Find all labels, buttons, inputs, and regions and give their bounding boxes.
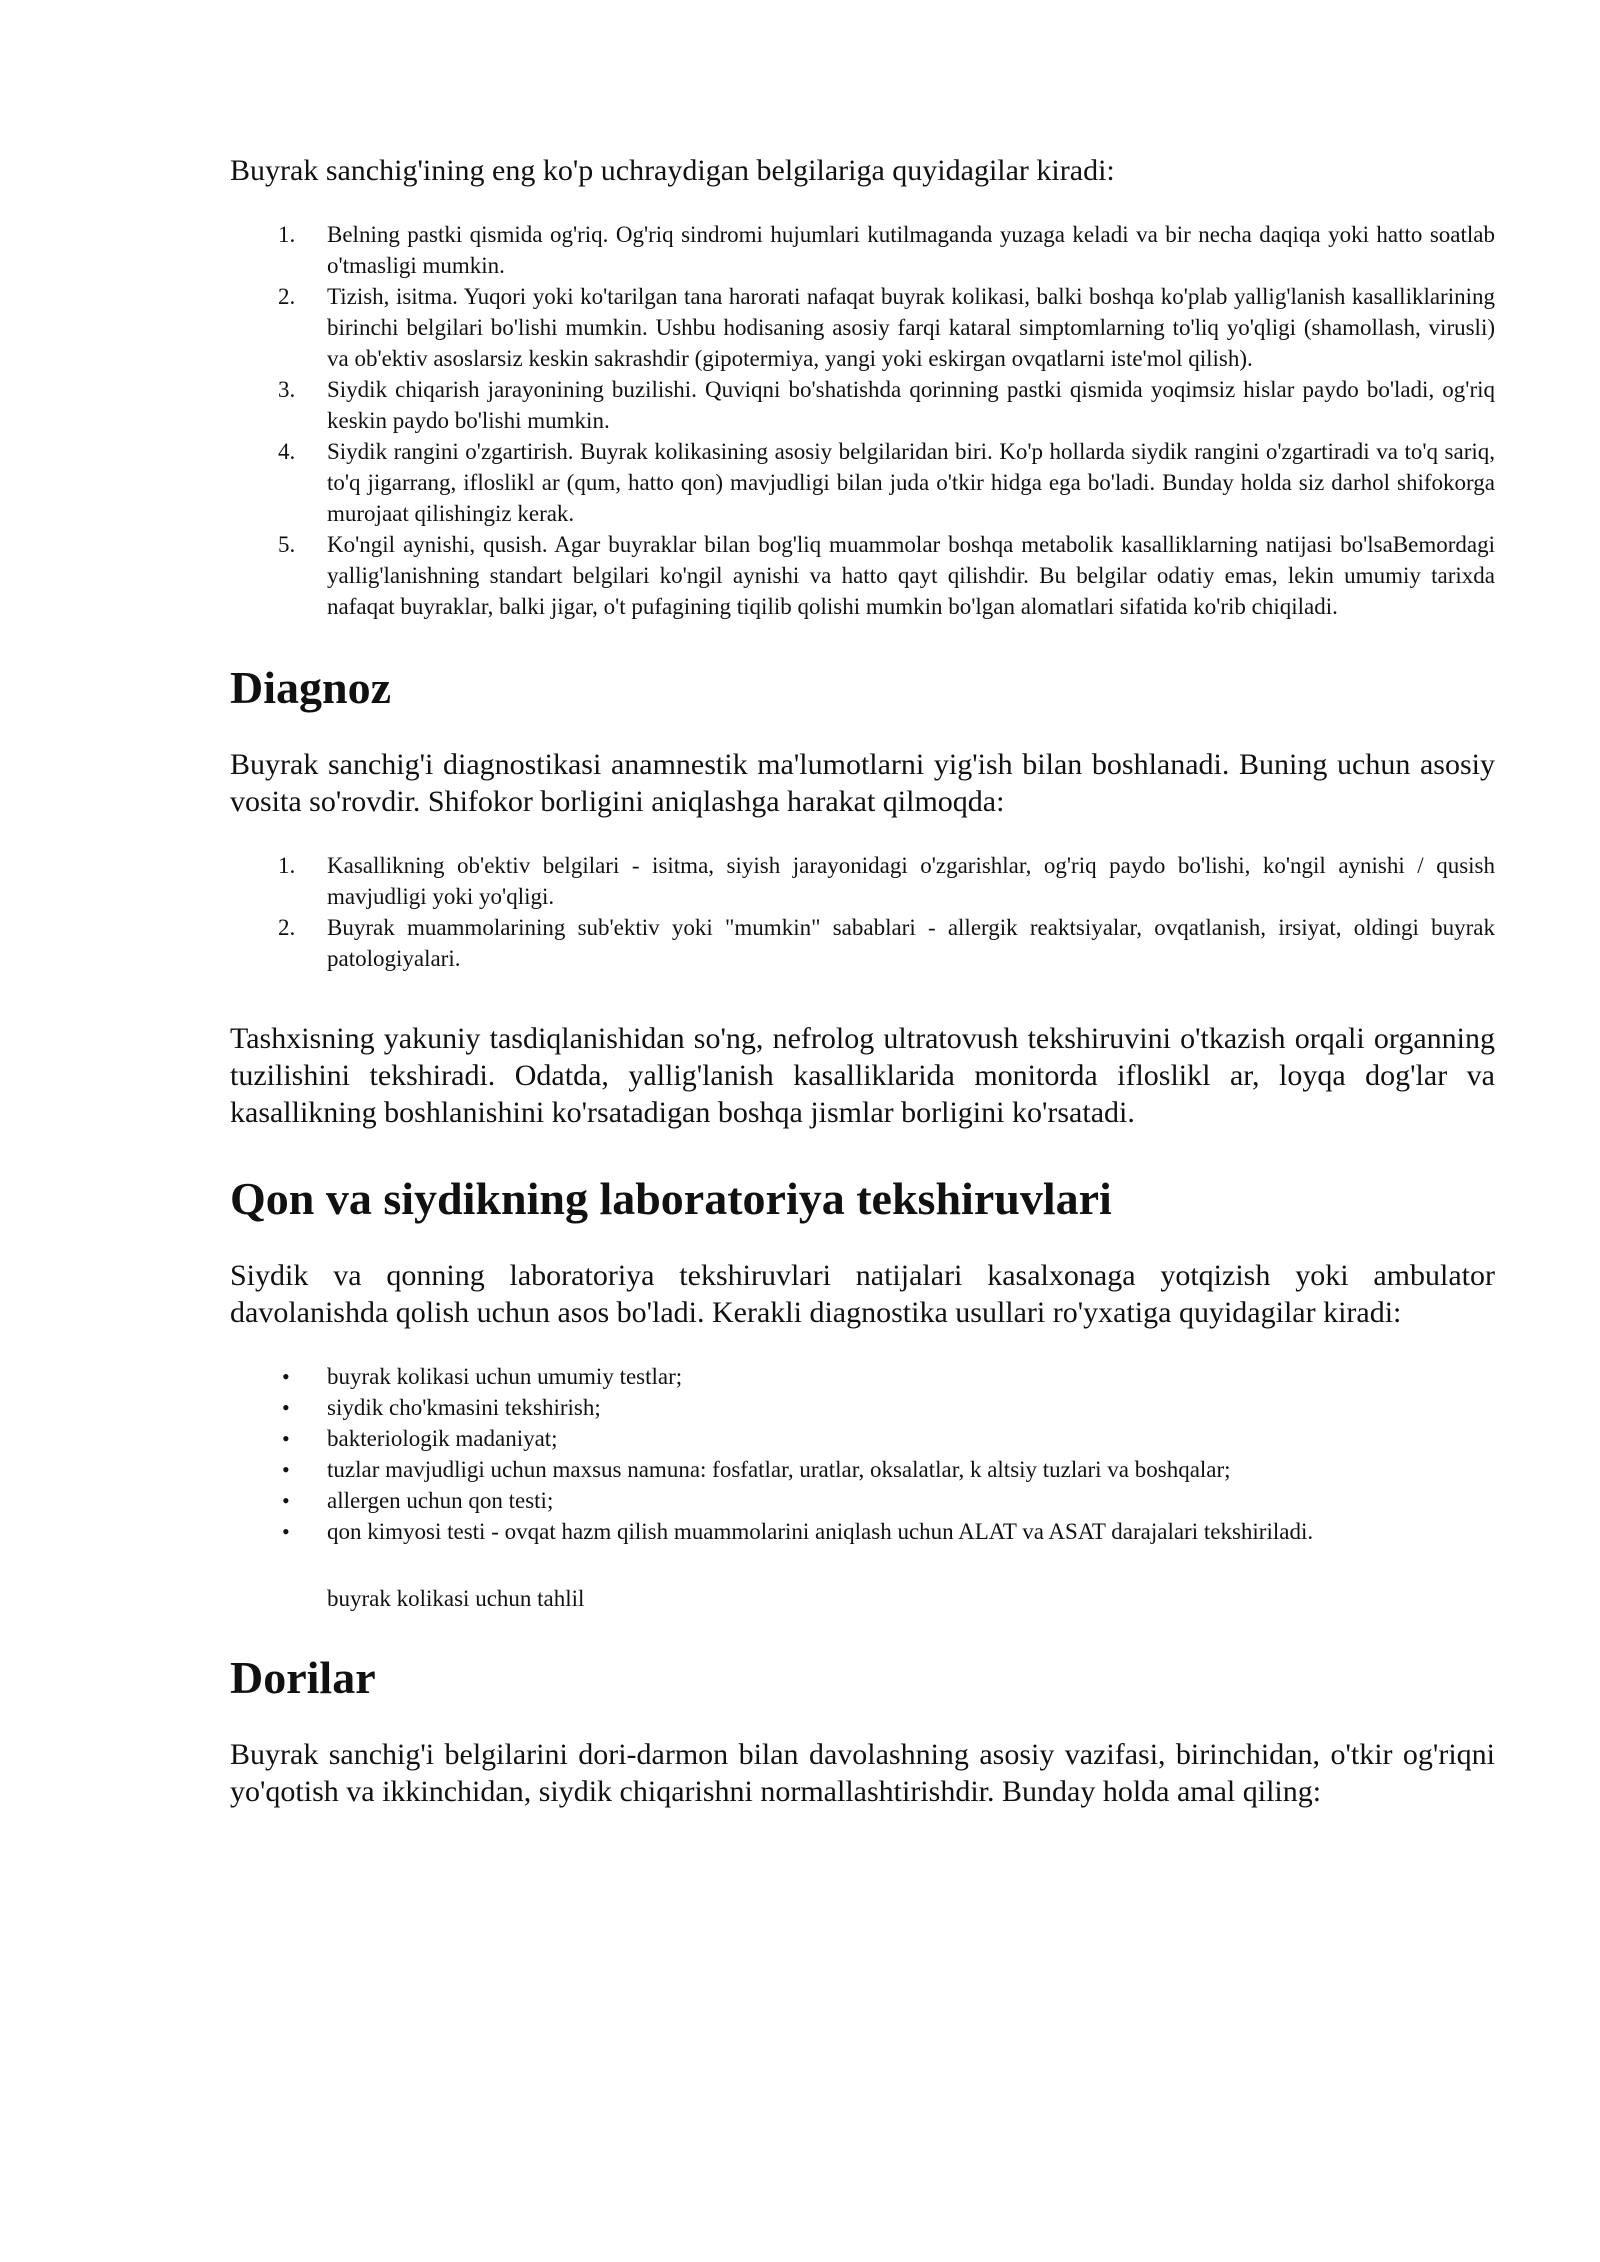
lab-tests-list	[230, 1361, 1495, 1547]
lab-paragraph: Siydik va qonning laboratoriya tekshiruvlari natijalari kasalxonaga yotqizish yoki ambulator davolanishda qolish uchun asos bo'ladi. Kerakli diagnostika usullari ro'yxatiga quyidagilar kiradi:	[230, 1259, 1495, 1329]
list-item	[230, 436, 1495, 529]
list-number: 5.	[278, 532, 296, 557]
list-item-text: Buyrak muammolarining sub'ektiv yoki "mumkin" sabablari - allergik reaktsiyalar, ovqatlanish, irsiyat, oldingi buyrak patologiyalari.	[327, 915, 1495, 971]
symptoms-list	[230, 219, 1495, 622]
list-item-text: Siydik chiqarish jarayonining buzilishi. Quviqni bo'shatishda qorinning pastki qismida yoqimsiz hislar paydo bo'ladi, og'riq keskin paydo bo'lishi mumkin.	[327, 377, 1495, 433]
list-item-text: Kasallikning ob'ektiv belgilari - isitma, siyish jarayonidagi o'zgarishlar, og'riq paydo bo'lishi, ko'ngil aynishi / qusish mavjudligi yoki yo'qligi.	[327, 853, 1495, 909]
dorilar-paragraph: Buyrak sanchig'i belgilarini dori-darmon bilan davolashning asosiy vazifasi, birinchidan, o'tkir og'riqni yo'qotish va ikkinchidan, siydik chiqarishni normallashtirishdir. Bunday holda amal qiling:	[230, 1738, 1495, 1808]
list-item	[230, 1454, 1495, 1485]
list-item	[230, 850, 1495, 912]
list-item	[230, 1392, 1495, 1423]
bullet: •	[282, 1395, 290, 1420]
list-item-text: qon kimyosi testi - ovqat hazm qilish muammolarini aniqlash uchun ALAT va ASAT darajalari tekshiriladi.	[327, 1519, 1314, 1544]
list-item-text: allergen uchun qon testi;	[327, 1488, 554, 1513]
list-item	[230, 219, 1495, 281]
bullet: •	[282, 1364, 290, 1389]
dorilar-heading: Dorilar	[230, 1652, 376, 1703]
list-item	[230, 1361, 1495, 1392]
list-number: 4.	[278, 439, 296, 464]
list-number: 2.	[278, 284, 296, 309]
document-page	[230, 152, 1495, 1810]
diagnoz-list	[230, 850, 1495, 974]
list-item-text: siydik cho'kmasini tekshirish;	[327, 1395, 601, 1420]
list-number: 1.	[278, 853, 296, 878]
diagnoz-paragraph: Buyrak sanchig'i diagnostikasi anamnestik ma'lumotlarni yig'ish bilan boshlanadi. Buning uchun asosiy vosita so'rovdir. Shifokor borligini aniqlashga harakat qilmoqda:	[230, 748, 1495, 818]
list-item	[230, 1485, 1495, 1516]
lab-heading: Qon va siydikning laboratoriya tekshiruvlari	[230, 1173, 1112, 1224]
bullet: •	[282, 1457, 290, 1482]
list-item-text: Belning pastki qismida og'riq. Og'riq sindromi hujumlari kutilmaganda yuzaga keladi va bir necha daqiqa yoki hatto soatlab o'tmasligi mumkin.	[327, 222, 1495, 278]
list-item-text: Ko'ngil aynishi, qusish. Agar buyraklar bilan bog'liq muammolar boshqa metabolik kasalliklarning natijasi bo'lsaBemordagi yallig'lanishning standart belgilari ko'ngil aynishi va hatto qayt qilishdir. Bu belgilar odatiy emas, lekin umumiy tarixda nafaqat buyraklar, balki jigar, o't pufagining tiqilib qolishi mumkin bo'lgan alomatlari sifatida ko'rib chiqiladi.	[327, 532, 1495, 619]
list-item	[230, 281, 1495, 374]
bullet: •	[282, 1426, 290, 1451]
list-item-text: tuzlar mavjudligi uchun maxsus namuna: fosfatlar, uratlar, oksalatlar, k altsiy tuzlari va boshqalar;	[327, 1457, 1231, 1482]
list-number: 1.	[278, 222, 296, 247]
bullet: •	[282, 1519, 290, 1544]
list-item-text: bakteriologik madaniyat;	[327, 1426, 558, 1451]
diagnoz-paragraph-2: Tashxisning yakuniy tasdiqlanishidan so'ng, nefrolog ultratovush tekshiruvini o'tkazish orqali organning tuzilishini tekshiradi. Odatda, yallig'lanish kasalliklarida monitorda ifloslikl ar, loyqa dog'lar va kasallikning boshlanishini ko'rsatadigan boshqa jismlar borligini ko'rsatadi.	[230, 1022, 1495, 1129]
list-item	[230, 529, 1495, 622]
list-item-text: Siydik rangini o'zgartirish. Buyrak kolikasining asosiy belgilaridan biri. Ko'p hollarda siydik rangini o'zgartiradi va to'q sariq, to'q jigarrang, ifloslikl ar (qum, hatto qon) mavjudligi bilan juda o'tkir hidga ega bo'ladi. Bunday holda siz darhol shifokorga murojaat qilishingiz kerak.	[327, 439, 1495, 526]
diagnoz-heading: Diagnoz	[230, 662, 391, 713]
list-item	[230, 912, 1495, 974]
bullet: •	[282, 1488, 290, 1513]
list-item-text: buyrak kolikasi uchun umumiy testlar;	[327, 1364, 683, 1389]
image-caption: buyrak kolikasi uchun tahlil	[327, 1586, 585, 1611]
list-item	[230, 1516, 1495, 1547]
list-item	[230, 374, 1495, 436]
list-item	[230, 1423, 1495, 1454]
intro-paragraph: Buyrak sanchig'ining eng ko'p uchraydigan belgilariga quyidagilar kiradi:	[230, 154, 1115, 187]
list-number: 2.	[278, 915, 296, 940]
list-item-text: Tizish, isitma. Yuqori yoki ko'tarilgan tana harorati nafaqat buyrak kolikasi, balki boshqa ko'plab yallig'lanish kasalliklarining birinchi belgilari bo'lishi mumkin. Ushbu hodisaning asosiy farqi kataral simptomlarning to'liq yo'qligi (shamollash, virusli) va ob'ektiv asoslarsiz keskin sakrashdir (gipotermiya, yangi yoki eskirgan ovqatlarni iste'mol qilish).	[327, 284, 1495, 371]
list-number: 3.	[278, 377, 296, 402]
